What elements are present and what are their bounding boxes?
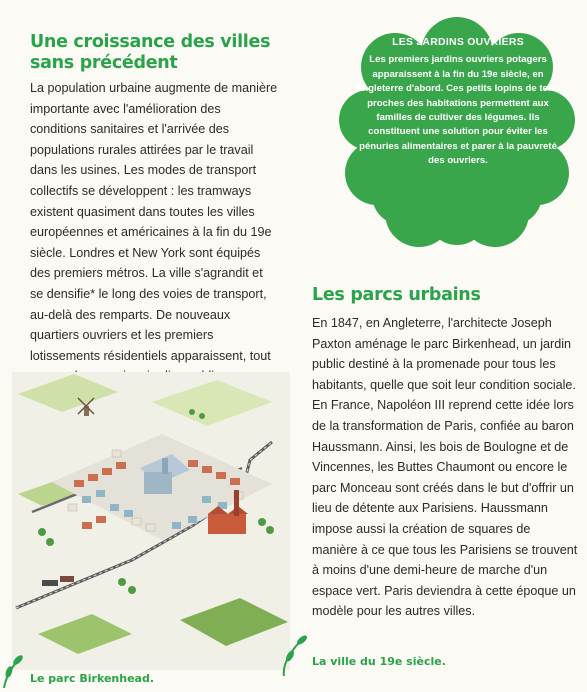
- sidebar-body: Les premiers jardins ouvriers potagers apparaissent à la fin du 19e siècle, en Angleterre d'abord. Ces petits lopins de terre proches des habitations permettent aux familles de cultiver des légumes. Ils constituent une solution pour éviter les pénuries alimentaires et parer à la pauvreté des ouvriers.: [355, 54, 561, 167]
- caption-parc-birkenhead: Le parc Birkenhead.: [30, 672, 155, 685]
- section-title-parcs: Les parcs urbains: [312, 285, 481, 305]
- caption-ville-19e: La ville du 19e siècle.: [312, 655, 446, 668]
- section-paragraph-croissance: La population urbaine augmente de manière importante avec l'amélioration des conditions sanitaires et l'arrivée des populations rurales attirées par le travail dans les usines. Les modes de transport collectifs se développent : les tramways existent quasiment dans toutes les villes européennes et américaines à la fin du 19e siècle. Londres et New York sont équipés des premiers métros. La ville s'agrandit et se densifie* le long des voies de transport, au-delà des remparts. De nouveaux quartiers ouvriers et les premiers lotissements résidentiels apparaissent, tout: [30, 81, 278, 363]
- section-title-croissance: [30, 32, 270, 74]
- leaf-ornament-right-icon: [278, 630, 310, 676]
- section-paragraph-parcs: En 1847, en Angleterre, l'architecte Joseph Paxton aménage le parc Birkenhead, un jardin public destiné à la promenade pour tous les habitants, quelle que soit leur condition sociale. En France, Napoléon III reprend cette idée lors de la transformation de Paris, confiée au baron Haussmann. Ainsi, les bois de Boulogne et de Vincennes, les Buttes Chaumont ou encore le parc Monceau sont créés dans le but d'offrir un lieu de détente aux Parisiens. Haussmann impose aussi la création de squares de manière à ce que tous les Parisiens se trouvent à moins d'une demi-heure de marche d'un espace vert. Paris deviendra à cette époque un modèle pour les autres villes.: [312, 316, 578, 619]
- section-title-line-1: Une croissance des villes: [30, 32, 271, 52]
- sidebar-jardins-ouvriers: [354, 36, 562, 169]
- city-illustration: [12, 372, 290, 670]
- section-title-line-2: sans précédent: [30, 53, 178, 73]
- leaf-ornament-left-icon: [0, 648, 28, 688]
- sidebar-title: LES JARDINS OUVRIERS: [392, 37, 524, 48]
